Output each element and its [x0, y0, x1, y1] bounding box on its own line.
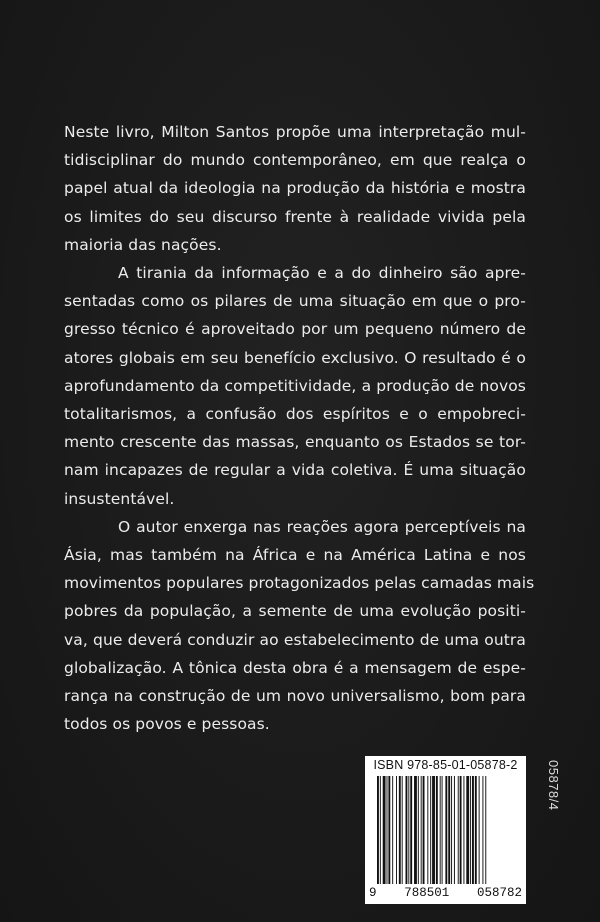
barcode-bar [392, 776, 393, 884]
barcode-bar [377, 776, 379, 884]
barcode-bar [472, 776, 474, 884]
barcode-bar [470, 776, 471, 884]
isbn-label: ISBN 978-85-01-05878-2 [373, 758, 518, 772]
description-line: O autor enxerga nas reações agora perceptíveis na [118, 517, 526, 536]
description-line: maioria das nações. [64, 235, 222, 254]
description-line: totalitarismos, a confusão dos espíritos e o empobreci- [64, 405, 526, 424]
barcode-bar [440, 776, 441, 884]
barcode-bar [427, 776, 428, 884]
isbn-digit-group-left: 788501 [404, 886, 450, 900]
description-line: todos os povos e pessoas. [64, 715, 270, 734]
description-paragraph [64, 118, 526, 259]
description-line: aprofundamento da competitividade, a produção de novos [64, 376, 526, 395]
description-line: Neste livro, Milton Santos propõe uma interpretação mul- [64, 123, 526, 141]
description-line: pobres da população, a semente de uma evolução positi- [64, 602, 526, 621]
barcode-bar [421, 776, 422, 884]
description-line: movimentos populares protagonizados pelas camadas mais [64, 574, 535, 593]
barcode-bar [399, 776, 401, 884]
description-line: tidisciplinar do mundo contemporâneo, em que realça o [64, 151, 526, 170]
barcode-bar [388, 776, 390, 884]
barcode-bar [408, 776, 409, 884]
description-line: globalização. A tônica desta obra é a mensagem de espe- [64, 658, 526, 677]
description-line: gresso técnico é aproveitado por um pequeno número de [64, 320, 526, 339]
barcode-bar [410, 776, 412, 884]
barcode-bar [479, 776, 480, 884]
isbn-barcode [365, 756, 526, 904]
barcode-bar [445, 776, 447, 884]
barcode-bar [436, 776, 438, 884]
barcode-bar [396, 776, 397, 884]
description-paragraph [64, 513, 535, 739]
barcode-bar [418, 776, 419, 884]
barcode-bar [466, 776, 469, 884]
barcode-bar [380, 776, 381, 884]
description-line: mento crescente das massas, enquanto os Estados se tor- [64, 433, 526, 452]
description-line: nam incapazes de regular a vida coletiva. É uma situação [64, 461, 526, 480]
description-line: papel atual da ideologia na produção da história e mostra [64, 179, 526, 198]
barcode-bar [458, 776, 459, 884]
barcode-bar [454, 776, 455, 884]
barcode-bar [463, 776, 464, 884]
barcode-bar [475, 776, 477, 884]
side-catalog-code: 05878/4 [546, 760, 561, 811]
description-line: insustentável. [64, 489, 175, 508]
barcode-bar [414, 776, 417, 884]
isbn-digit-prefix: 9 [369, 886, 377, 900]
barcode-bar [482, 776, 483, 884]
description-line: va, que deverá conduzir ao estabelecimento de uma outra [64, 630, 526, 649]
barcode-bar [387, 776, 388, 884]
barcode-bar [451, 776, 452, 884]
description-line: rança na construção de um novo universalismo, bom para [64, 687, 526, 706]
description-line: os limites do seu discurso frente à realidade vivida pela [64, 207, 526, 226]
description-line: Ásia, mas também na África e na América Latina e nos [64, 546, 526, 565]
barcode-bar [442, 776, 443, 884]
description-paragraph [64, 259, 526, 513]
barcode-bar [485, 776, 486, 884]
description-line: atores globais em seu benefício exclusivo. O resultado é o [64, 348, 526, 367]
barcode-bar [383, 776, 386, 884]
barcode-bar [430, 776, 431, 884]
isbn-digit-group-right: 058782 [476, 886, 522, 900]
book-description [64, 118, 535, 738]
description-line: sentadas como os pilares de uma situação em que o pro- [64, 292, 526, 311]
barcode-bar [423, 776, 425, 884]
barcode-bars [377, 776, 519, 884]
barcode-bar [406, 776, 408, 884]
barcode-bar [402, 776, 403, 884]
description-line: A tirania da informação e a do dinheiro são apre- [118, 264, 526, 283]
barcode-bar [448, 776, 450, 884]
isbn-digits [365, 886, 526, 900]
barcode-bar [460, 776, 462, 884]
barcode-bar [432, 776, 435, 884]
